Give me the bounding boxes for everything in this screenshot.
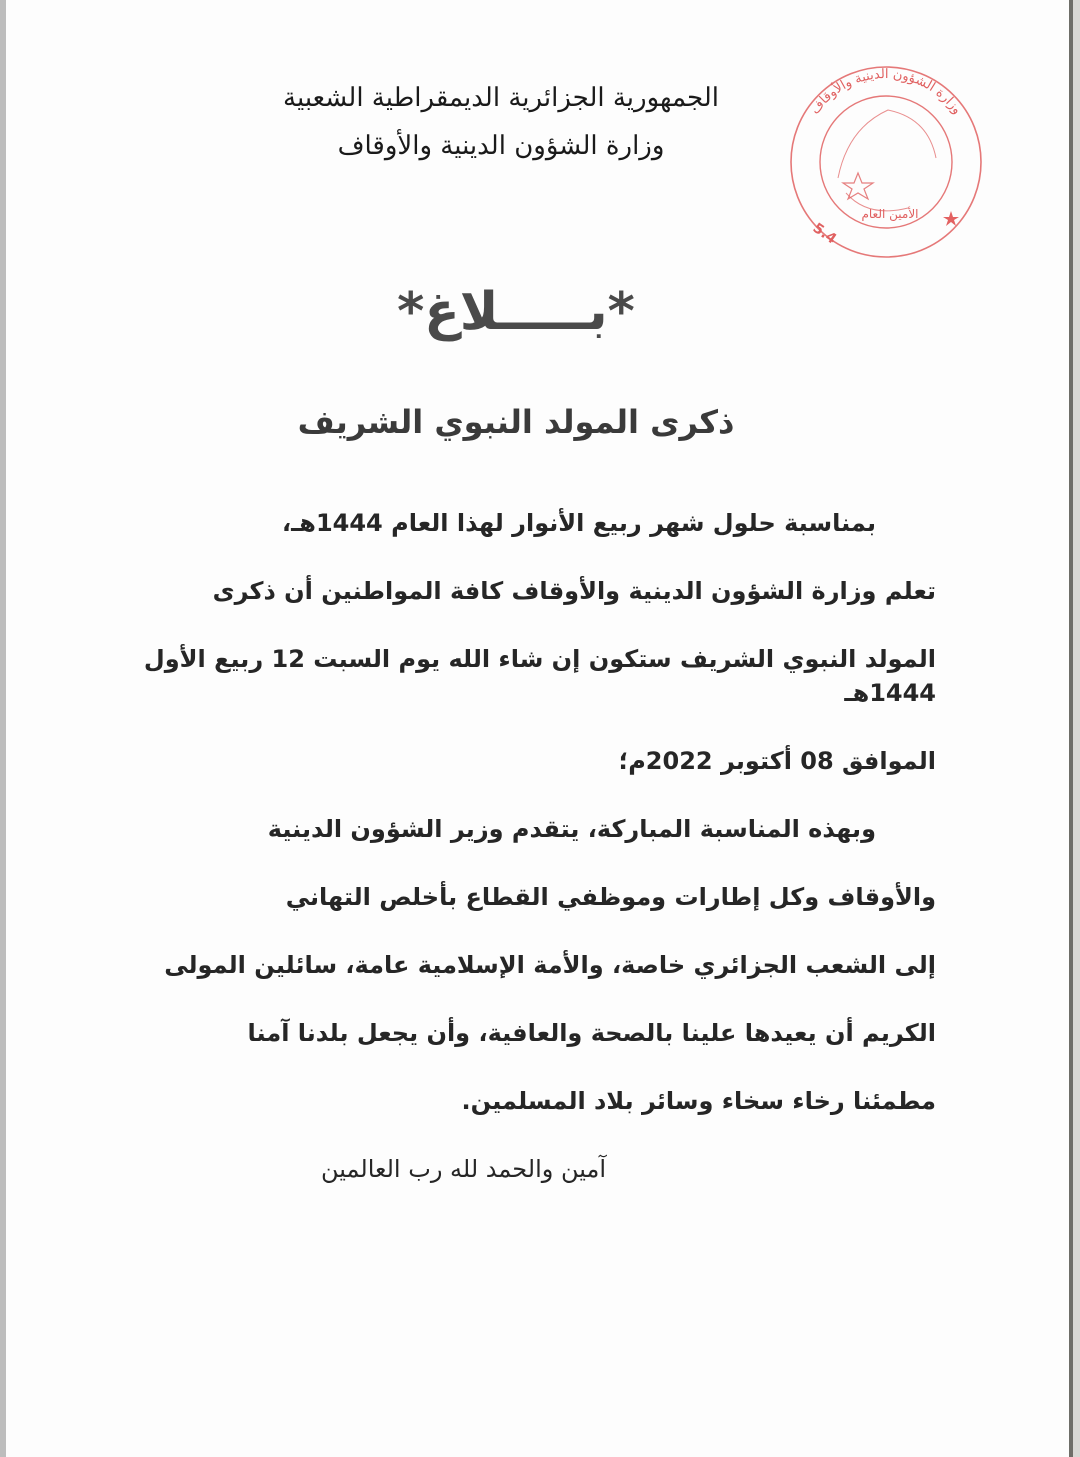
document-header	[236, 74, 766, 170]
document-page	[6, 0, 1069, 1457]
announcement-subtitle: ذكرى المولد النبوي الشريف	[297, 403, 735, 441]
stamp-code: 5.4	[809, 220, 840, 248]
stamp-bottom-text: الأمين العام	[861, 207, 919, 221]
closing-prayer: آمين والحمد لله رب العالمين	[321, 1155, 606, 1183]
body-line-1: بمناسبة حلول شهر ربيع الأنوار لهذا العام 1444هـ،	[281, 509, 876, 537]
body-line-8: الكريم أن يعيدها علينا بالصحة والعافية، وأن يجعل بلدنا آمنا	[247, 1019, 936, 1047]
header-ministry-name: وزارة الشؤون الدينية والأوقاف	[337, 131, 665, 161]
body-line-3: المولد النبوي الشريف ستكون إن شاء الله يوم السبت 12 ربيع الأول 1444هـ	[143, 645, 936, 707]
body-line-6: والأوقاف وكل إطارات وموظفي القطاع بأخلص التهاني	[285, 883, 936, 911]
body-line-9: مطمئنا رخاء سخاء وسائر بلاد المسلمين.	[461, 1087, 936, 1115]
announcement-content	[96, 272, 936, 1186]
header-republic-name: الجمهورية الجزائرية الديمقراطية الشعبية	[283, 83, 719, 113]
official-stamp-icon	[778, 58, 988, 258]
announcement-title: *بـــــلاغ*	[397, 282, 635, 342]
body-line-4: الموافق 08 أكتوبر 2022م؛	[618, 747, 936, 775]
scan-right-margin	[1073, 0, 1080, 1457]
body-line-2: تعلم وزارة الشؤون الدينية والأوقاف كافة المواطنين أن ذكرى	[212, 577, 936, 605]
body-line-7: إلى الشعب الجزائري خاصة، والأمة الإسلامية عامة، سائلين المولى	[164, 951, 936, 979]
body-line-5: وبهذه المناسبة المباركة، يتقدم وزير الشؤون الدينية	[267, 815, 876, 843]
stamp-ring-text: وزارة الشؤون الدينية والأوقاف	[807, 66, 965, 118]
